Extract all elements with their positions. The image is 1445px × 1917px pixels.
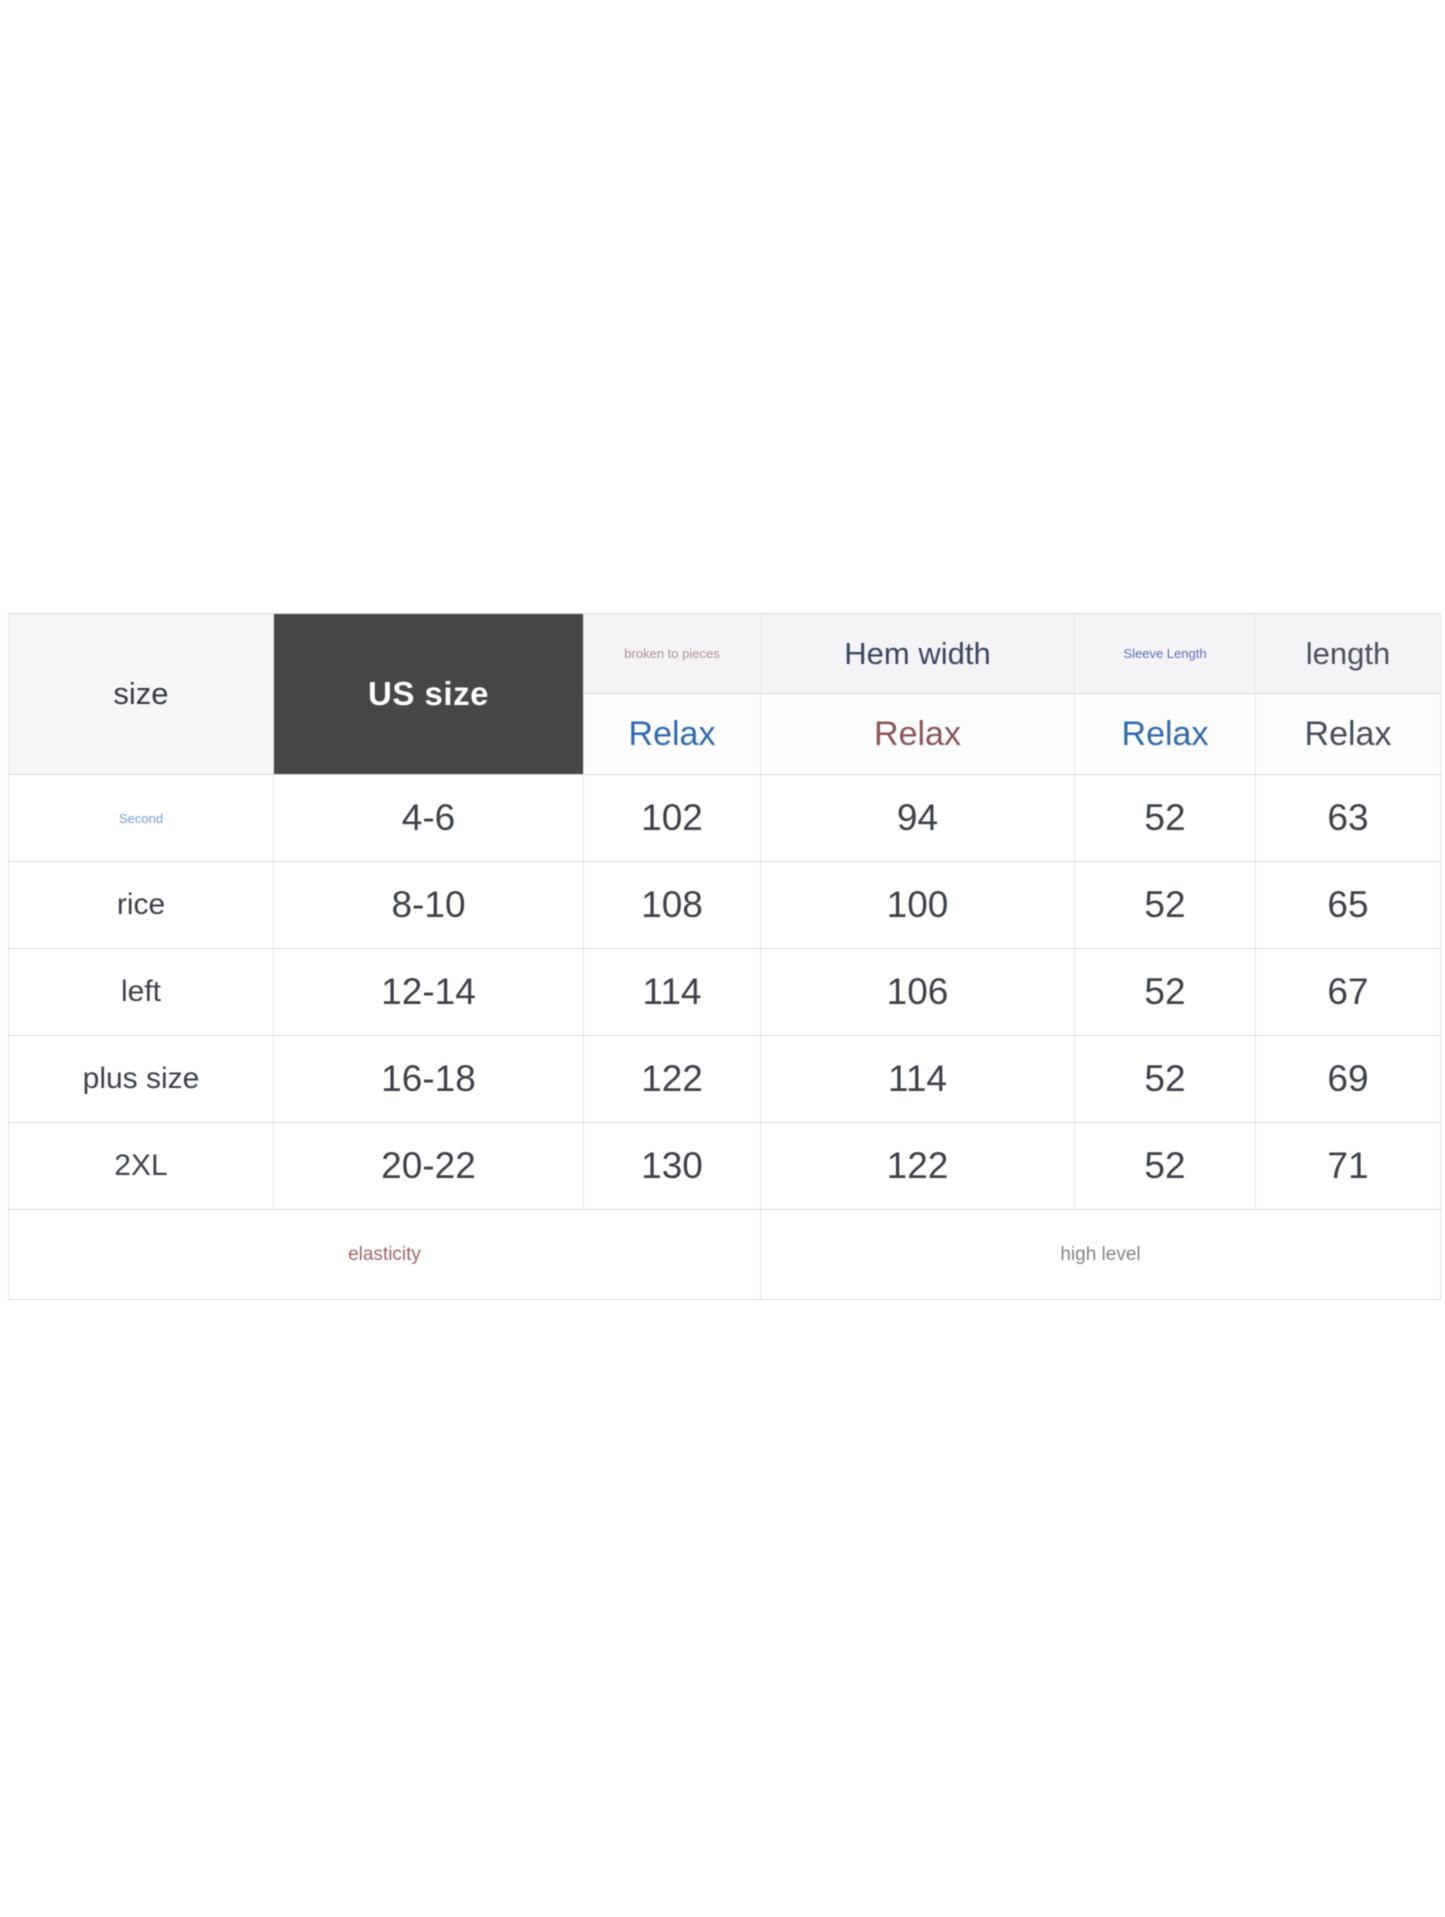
hem-width-column-header: Hem width — [761, 614, 1075, 694]
length-value-cell: 69 — [1256, 1036, 1441, 1123]
table-row — [9, 1036, 1441, 1123]
hem-width-value-cell: 114 — [761, 1036, 1075, 1123]
sleeve-length-column-header: Sleeve Length — [1075, 614, 1256, 694]
sleeve-length-value-cell: 52 — [1075, 862, 1256, 949]
bust-value-cell: 114 — [584, 949, 761, 1036]
us-size-value-cell: 8-10 — [274, 862, 584, 949]
footer-row — [9, 1210, 1441, 1300]
length-value-cell: 63 — [1256, 775, 1441, 862]
sleeve-length-value-cell: 52 — [1075, 949, 1256, 1036]
table-row — [9, 862, 1441, 949]
hem-width-value-cell: 106 — [761, 949, 1075, 1036]
size-name-cell: left — [9, 949, 274, 1036]
length-column-header: length — [1256, 614, 1441, 694]
bust-fit-cell: Relax — [584, 694, 761, 775]
hem-width-value-cell: 100 — [761, 862, 1075, 949]
table-row — [9, 949, 1441, 1036]
hem-width-value-cell: 94 — [761, 775, 1075, 862]
bust-value-cell: 122 — [584, 1036, 761, 1123]
length-value-cell: 65 — [1256, 862, 1441, 949]
us-size-value-cell: 16-18 — [274, 1036, 584, 1123]
bust-value-cell: 102 — [584, 775, 761, 862]
size-name-cell: Second — [9, 775, 274, 862]
us-size-value-cell: 12-14 — [274, 949, 584, 1036]
bust-value-cell: 130 — [584, 1123, 761, 1210]
size-name-cell: rice — [9, 862, 274, 949]
us-size-value-cell: 4-6 — [274, 775, 584, 862]
length-value-cell: 67 — [1256, 949, 1441, 1036]
bust-column-header: broken to pieces — [584, 614, 761, 694]
length-value-cell: 71 — [1256, 1123, 1441, 1210]
size-column-header: size — [9, 614, 274, 775]
bust-value-cell: 108 — [584, 862, 761, 949]
high-level-footer-cell: high level — [761, 1210, 1441, 1300]
hem-width-fit-cell: Relax — [761, 694, 1075, 775]
hem-width-value-cell: 122 — [761, 1123, 1075, 1210]
sleeve-length-fit-cell: Relax — [1075, 694, 1256, 775]
size-name-cell: 2XL — [9, 1123, 274, 1210]
us-size-column-header: US size — [274, 614, 584, 775]
table-row — [9, 775, 1441, 862]
elasticity-footer-cell: elasticity — [9, 1210, 761, 1300]
sleeve-length-value-cell: 52 — [1075, 1036, 1256, 1123]
size-name-cell: plus size — [9, 1036, 274, 1123]
header-title-row — [9, 614, 1441, 694]
size-chart-table — [8, 613, 1441, 1300]
sleeve-length-value-cell: 52 — [1075, 775, 1256, 862]
us-size-value-cell: 20-22 — [274, 1123, 584, 1210]
table-row — [9, 1123, 1441, 1210]
sleeve-length-value-cell: 52 — [1075, 1123, 1256, 1210]
length-fit-cell: Relax — [1256, 694, 1441, 775]
